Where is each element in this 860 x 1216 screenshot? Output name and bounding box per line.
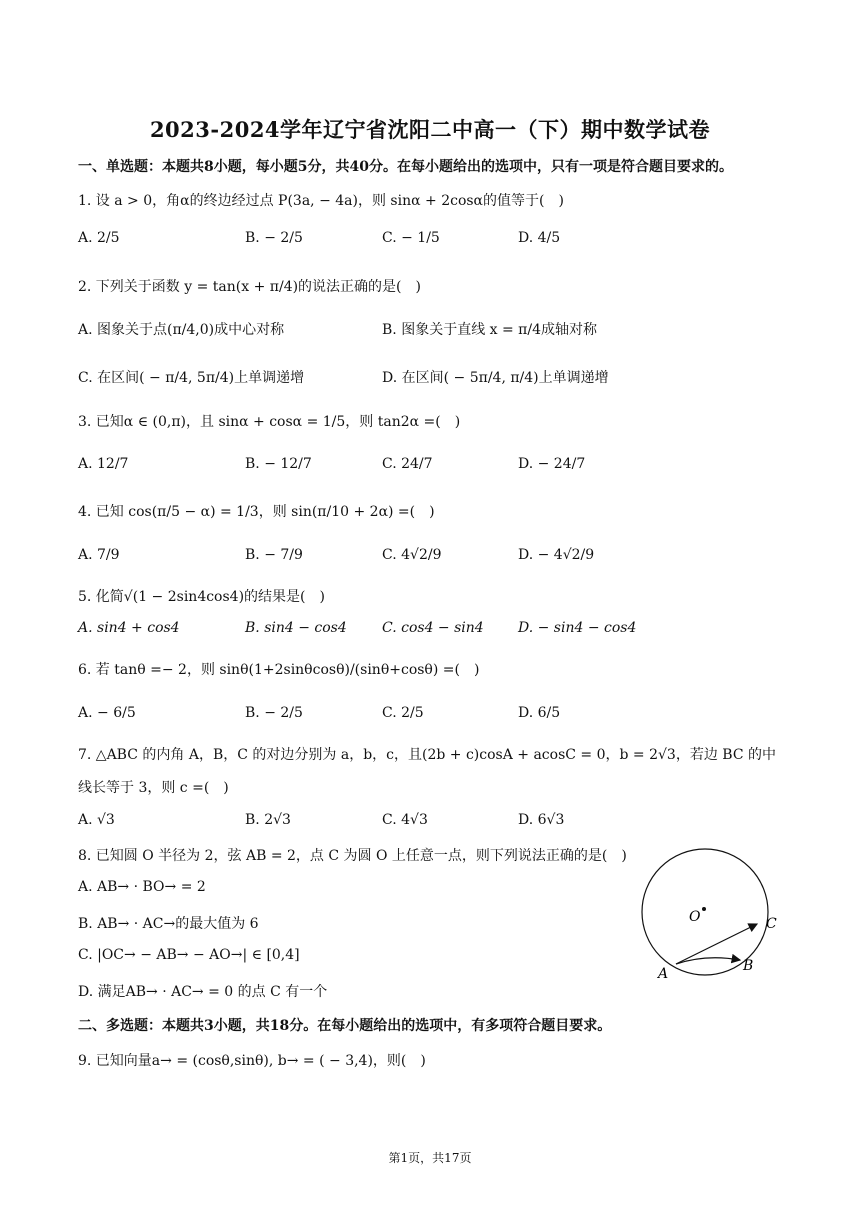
label-o: O	[689, 909, 701, 925]
q8-option-a: A. AB→ · BO→ = 2	[78, 879, 206, 895]
question-1-stem: 1. 设 a > 0，角α的终边经过点 P(3a, − 4a)，则 sinα + 2cosα的值等于( )	[78, 193, 564, 209]
q2-option-b: B. 图象关于直线 x = π/4成轴对称	[382, 322, 597, 338]
label-b: B	[743, 958, 754, 974]
section-header-multi-choice: 二、多选题：本题共3小题，共18分。在每小题给出的选项中，有多项符合题目要求。	[78, 1018, 612, 1034]
q7-option-a: A. √3	[78, 812, 115, 828]
page-footer: 第1页，共17页	[388, 1151, 472, 1165]
question-3-stem: 3. 已知α ∈ (0,π)，且 sinα + cosα = 1/5，则 tan2α =( )	[78, 414, 461, 430]
q2-option-d: D. 在区间( − 5π/4, π/4)上单调递增	[382, 370, 609, 386]
section-header-single-choice: 一、单选题：本题共8小题，每小题5分，共40分。在每小题给出的选项中，只有一项是符合题目要求的。	[78, 159, 733, 175]
label-c: C	[766, 916, 777, 932]
q5-option-d: D. − sin4 − cos4	[518, 620, 637, 636]
q5-option-a: A. sin4 + cos4	[78, 620, 180, 636]
question-7-stem-line2: 线长等于 3，则 c =( )	[78, 780, 229, 796]
q5-option-b: B. sin4 − cos4	[245, 620, 347, 636]
question-2-stem: 2. 下列关于函数 y = tan(x + π/4)的说法正确的是( )	[78, 279, 421, 295]
q7-option-b: B. 2√3	[245, 812, 291, 828]
circle-figure	[636, 842, 786, 982]
q7-option-c: C. 4√3	[382, 812, 428, 828]
q3-option-a: A. 12/7	[78, 456, 129, 472]
q1-option-b: B. − 2/5	[245, 230, 303, 246]
q6-option-a: A. − 6/5	[78, 705, 136, 721]
q2-option-c: C. 在区间( − π/4, 5π/4)上单调递增	[78, 370, 305, 386]
q8-option-d: D. 满足AB→ · AC→ = 0 的点 C 有一个	[78, 984, 328, 1000]
question-5-stem: 5. 化简√(1 − 2sin4cos4)的结果是( )	[78, 589, 325, 605]
q7-option-d: D. 6√3	[518, 812, 565, 828]
q6-option-c: C. 2/5	[382, 705, 424, 721]
q2-option-a: A. 图象关于点(π/4,0)成中心对称	[78, 322, 285, 338]
q1-option-d: D. 4/5	[518, 230, 561, 246]
question-8-stem: 8. 已知圆 O 半径为 2，弦 AB = 2，点 C 为圆 O 上任意一点，则下列说法正确的是( )	[78, 848, 627, 864]
question-7-stem-line1: 7. △ABC 的内角 A，B，C 的对边分别为 a，b，c，且(2b + c)cosA + acosC = 0，b = 2√3，若边 BC 的中	[78, 747, 777, 763]
circle-o	[642, 849, 768, 975]
question-4-stem: 4. 已知 cos(π/5 − α) = 1/3，则 sin(π/10 + 2α) =( )	[78, 504, 435, 520]
q4-option-a: A. 7/9	[78, 547, 120, 563]
q4-option-d: D. − 4√2/9	[518, 547, 595, 563]
q1-option-c: C. − 1/5	[382, 230, 440, 246]
q6-option-b: B. − 2/5	[245, 705, 303, 721]
question-6-stem: 6. 若 tanθ =− 2，则 sinθ(1+2sinθcosθ)/(sinθ+cosθ) =( )	[78, 662, 480, 678]
q3-option-d: D. − 24/7	[518, 456, 586, 472]
q8-option-b: B. AB→ · AC→的最大值为 6	[78, 916, 259, 932]
q5-option-c: C. cos4 − sin4	[382, 620, 484, 636]
q4-option-b: B. − 7/9	[245, 547, 303, 563]
center-point	[702, 907, 706, 911]
q1-option-a: A. 2/5	[78, 230, 120, 246]
label-a: A	[658, 966, 669, 982]
q8-option-c: C. |OC→ − AB→ − AO→| ∈ [0,4]	[78, 947, 300, 963]
q6-option-d: D. 6/5	[518, 705, 561, 721]
q3-option-c: C. 24/7	[382, 456, 433, 472]
q3-option-b: B. − 12/7	[245, 456, 312, 472]
question-9-stem: 9. 已知向量a→ = (cosθ,sinθ), b→ = ( − 3,4)，则( )	[78, 1053, 426, 1069]
page-title: 2023-2024学年辽宁省沈阳二中高一（下）期中数学试卷	[149, 117, 711, 142]
q4-option-c: C. 4√2/9	[382, 547, 442, 563]
